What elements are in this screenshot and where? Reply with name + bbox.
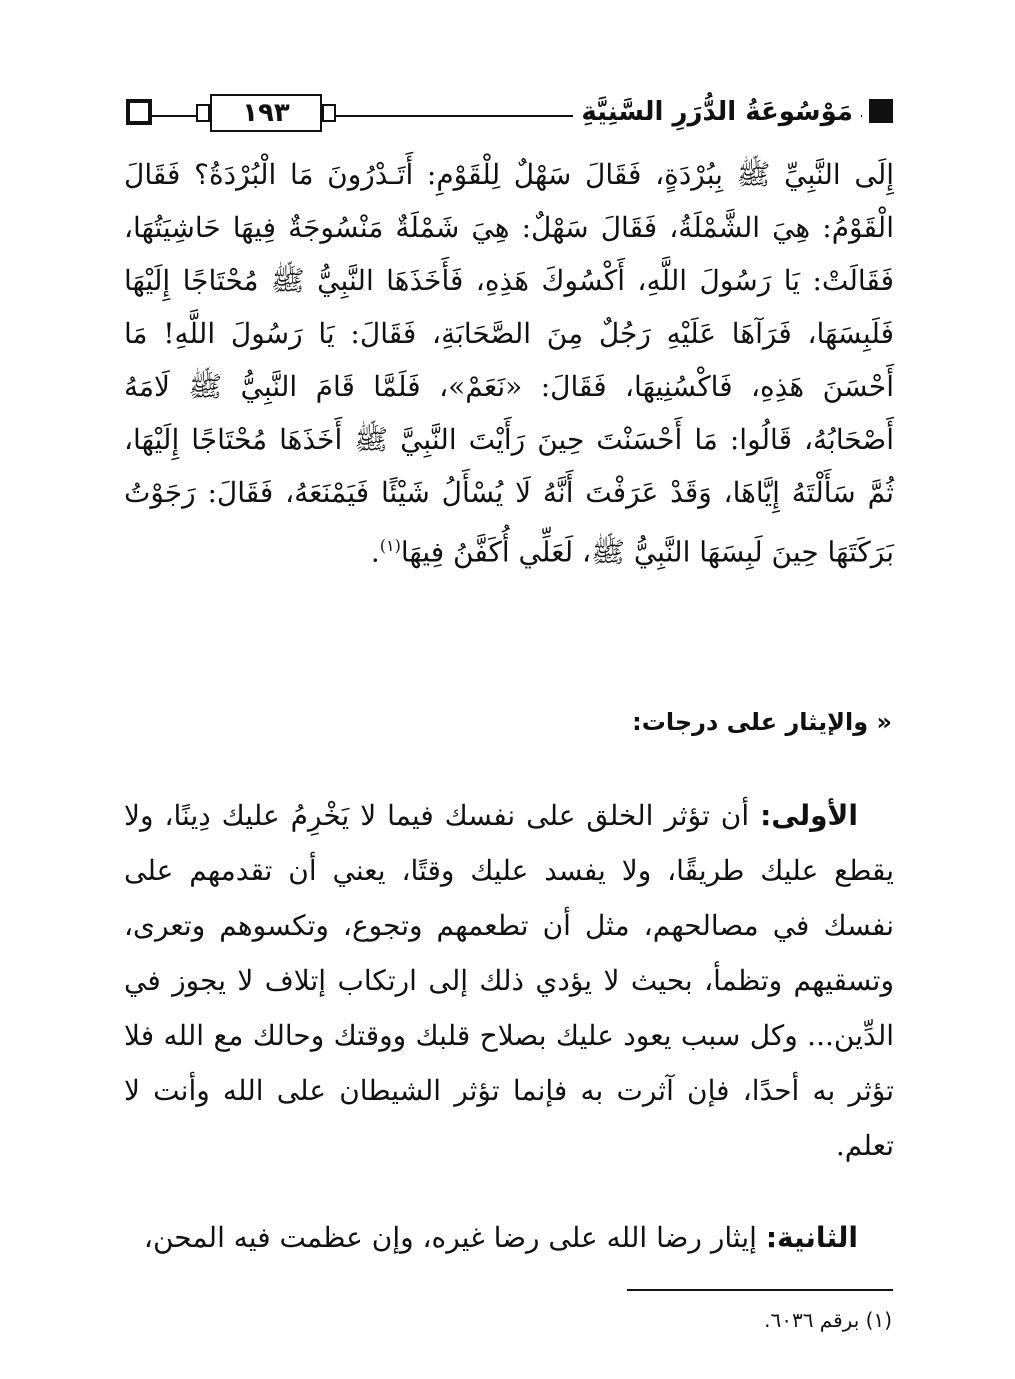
page-header (126, 92, 893, 138)
footnote-separator (627, 1289, 893, 1291)
page-number-frame (210, 94, 322, 132)
section-heading: « والإيثار على درجات: (632, 708, 892, 736)
second-degree-label: الثانية: (765, 1221, 858, 1254)
hadith-text: إِلَى النَّبِيِّ ﷺ بِبُرْدَةٍ، فَقَالَ سَهْلٌ لِلْقَوْمِ: أَتَـدْرُونَ مَا الْبُرْدَةُ؟ فَقَالَ الْقَوْمُ: هِيَ الشَّمْلَةُ، فَقَالَ سَهْلٌ: هِيَ شَمْلَةٌ مَنْسُوجَةٌ فِيهَا حَاشِيَتُهَا، فَقَالَتْ: يَا رَسُولَ اللَّهِ، أَكْسُوكَ هَذِهِ، فَأَخَذَهَا النَّبِيُّ ﷺ مُحْتَاجًا إِلَيْهَا فَلَبِسَهَا، فَرَآهَا عَلَيْهِ رَجُلٌ مِنَ الصَّحَابَةِ، فَقَالَ: يَا رَسُولَ اللَّهِ! مَا أَحْسَنَ هَذِهِ، فَاكْسُنِيهَا، فَقَالَ: «نَعَمْ»، فَلَمَّا قَامَ النَّبِيُّ ﷺ لَامَهُ أَصْحَابُهُ، قَالُوا: مَا أَحْسَنْتَ حِينَ رَأَيْتَ النَّبِيَّ ﷺ أَخَذَهَا مُحْتَاجًا إِلَيْهَا، ثُمَّ سَأَلْتَهُ إِيَّاهَا، وَقَدْ عَرَفْتَ أَنَّهُ لَا يُسْأَلُ شَيْئًا فَيَمْنَعَهُ، فَقَالَ: رَجَوْتُ بَرَكَتَهَا حِينَ لَبِسَهَا النَّبِيُّ ﷺ، لَعَلِّي أُكَفَّنُ فِيهَا (124, 158, 894, 569)
first-degree-text: أن تؤثر الخلق على نفسك فيما لا يَخْرِمُ عليك دِينًا، ولا يقطع عليك طريقًا، ولا يفسد عليك وقتًا، يعني أن تقدمهم على نفسك في مصالحهم، مثل أن تطعمهم وتجوع، وتكسوهم وتعرى، وتسقيهم وتظمأ، بحيث لا يؤدي ذلك إلى ارتكاب إتلاف لا يجوز في الدِّين... وكل سبب يعود عليك بصلاح قلبك ووقتك وحالك مع الله فلا تؤثر به أحدًا، فإن آثرت به فإنما تؤثر الشيطان على الله وأنت لا تعلم. (124, 799, 894, 1162)
second-degree-paragraph (124, 1210, 894, 1265)
second-degree-text: إيثار رضا الله على رضا غيره، وإن عظمت فيه المحن، (143, 1221, 757, 1254)
footnote-marker: (١) (379, 536, 401, 555)
page-number: ١٩٣ (242, 98, 290, 128)
hadith-paragraph (124, 148, 894, 578)
first-degree-label: الأولى: (760, 799, 858, 832)
hollow-square-ornament (126, 99, 152, 125)
footnote: (١) برقم ٦٠٣٦. (764, 1308, 892, 1332)
filled-square-ornament (869, 99, 893, 123)
book-title: مَوْسُوعَةُ الدُّرَرِ السَّنِيَّةِ (573, 92, 861, 132)
first-degree-paragraph (124, 788, 894, 1173)
hadith-end: . (370, 535, 380, 569)
